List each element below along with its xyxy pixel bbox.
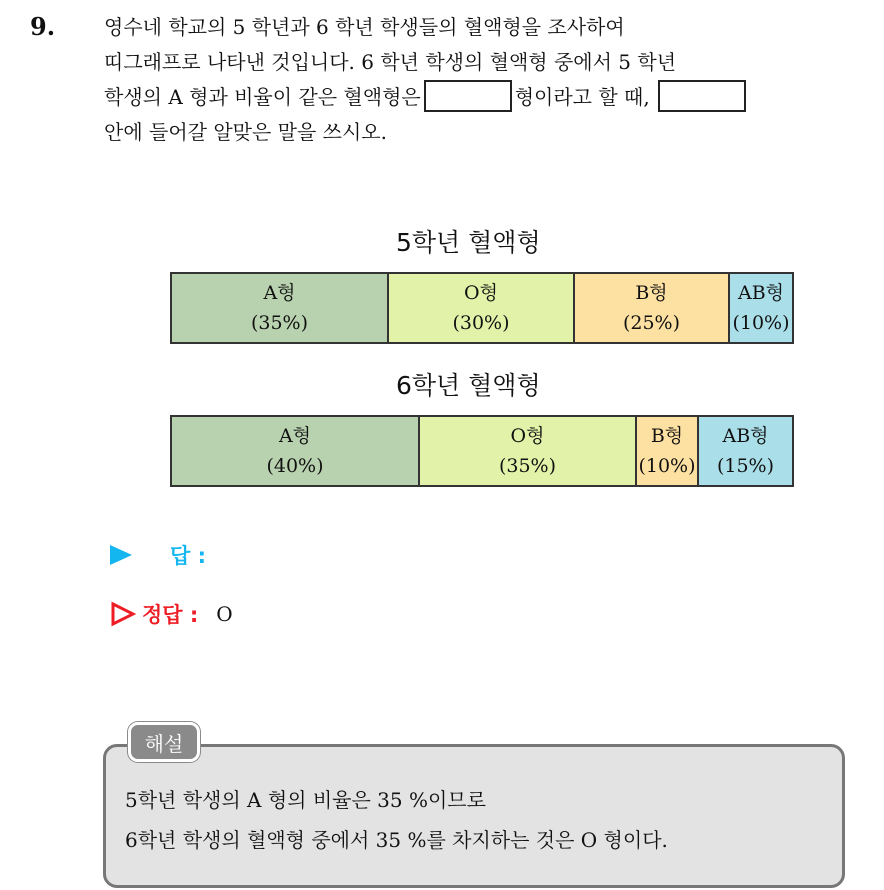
answer-label: 답 : [170, 544, 206, 568]
segment-label: A형 [263, 282, 296, 304]
band-segment-a [172, 274, 389, 342]
correct-answer-row [110, 599, 233, 629]
correct-answer-value: O [216, 602, 233, 626]
segment-label: AB형 [722, 425, 769, 447]
explanation-line-2: 6학년 학생의 혈액형 중에서 35 %를 차지하는 것은 O 형이다. [125, 828, 668, 852]
segment-percent: (30%) [452, 312, 510, 334]
segment-label: B형 [650, 425, 684, 447]
question-line-3-part-a: 학생의 A 형과 비율이 같은 혈액형은 [104, 85, 421, 109]
correct-answer-label: 정답 : [142, 603, 199, 627]
segment-label: O형 [464, 282, 498, 304]
band-segment-b [575, 274, 730, 342]
play-triangle-icon [110, 545, 132, 565]
explanation-text [125, 780, 668, 860]
segment-label: B형 [635, 282, 668, 304]
segment-percent: (15%) [716, 455, 775, 477]
question-line-2: 띠그래프로 나타낸 것입니다. 6 학년 학생의 혈액형 중에서 5 학년 [104, 50, 677, 74]
segment-percent: (35%) [250, 312, 309, 334]
question-line-4: 안에 들어갈 알맞은 말을 쓰시오. [104, 120, 387, 144]
segment-percent: (10%) [638, 455, 696, 477]
segment-label: AB형 [737, 282, 785, 304]
segment-percent: (35%) [498, 455, 557, 477]
segment-percent: (40%) [266, 455, 324, 477]
explanation-tag: 해설 [128, 722, 200, 762]
answer-blank-box-2 [658, 80, 746, 112]
segment-label: A형 [278, 425, 312, 447]
band-segment-a [172, 417, 420, 485]
segment-label: O형 [510, 425, 545, 447]
band-segment-ab [699, 417, 792, 485]
band-segment-ab [730, 274, 792, 342]
question-line-1: 영수네 학교의 5 학년과 6 학년 학생들의 혈액형을 조사하여 [104, 15, 625, 39]
band-graph-grade5 [170, 272, 794, 344]
chart-title-grade5: 5학년 혈액형 [396, 228, 541, 257]
question-text [104, 10, 864, 150]
explanation-line-1: 5학년 학생의 A 형의 비율은 35 %이므로 [125, 788, 486, 812]
band-segment-b [637, 417, 699, 485]
chart-title-grade6: 6학년 혈액형 [396, 371, 541, 400]
question-line-3 [104, 80, 864, 115]
band-segment-o [420, 417, 637, 485]
question-number: 9. [30, 12, 56, 41]
answer-blank-box [424, 80, 512, 112]
band-segment-o [389, 274, 575, 342]
band-graph-grade6 [170, 415, 794, 487]
segment-percent: (25%) [622, 312, 681, 334]
segment-percent: (10%) [732, 312, 790, 334]
answer-row [110, 540, 206, 570]
question-line-3-part-b: 형이라고 할 때, [514, 85, 650, 109]
outline-triangle-icon [110, 601, 136, 627]
